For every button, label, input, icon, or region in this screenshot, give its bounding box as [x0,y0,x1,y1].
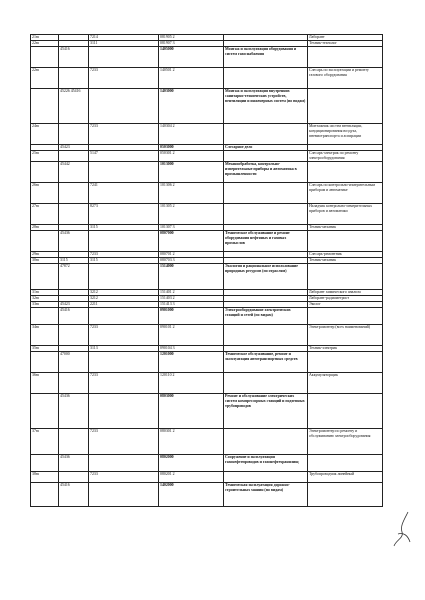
row-number-cell [31,47,59,68]
qualification-cell: Техник-механик [308,225,383,231]
okz-code-cell: 5147 [89,151,159,162]
specialty-code-cell: 080701 2 [159,252,224,258]
specialty-code-cell: 101307 3 [159,225,224,231]
qualification-cell: Монтажник систем вентиляции, кондиционирования воздуха, пневмотранспорта и аспирации [308,124,383,145]
row-number-cell: 38m [31,472,59,483]
table-row [31,394,383,429]
qualification-cell [308,264,383,290]
signature-mark [390,510,414,550]
specialty-name-cell [224,183,308,204]
okved-code-cell: 45416 [59,483,89,507]
specialty-name-cell: Техническое обслуживание, ремонт и эксплуатация автотранспортных средств [224,352,308,373]
specialty-name-cell: Слесарное дело [224,145,308,151]
okz-code-cell: 3212 [89,290,159,296]
row-number-cell: 27m [31,204,59,225]
specialty-code-cell: 1514000 [159,264,224,290]
row-number-cell: 33m [31,302,59,308]
specialty-name-cell: Техническое обслуживание и ремонт оборудования нефтяных и газовых промыслов [224,231,308,252]
okz-code-cell: 7233 [89,68,159,89]
row-number-cell: 31m [31,290,59,296]
okved-code-cell [59,472,89,483]
specialty-code-cell: 081905 2 [159,35,224,41]
specialty-name-cell: Экология и рациональное использование природных ресурсов (по отраслям) [224,264,308,290]
specialty-code-cell: 1405000 [159,47,224,68]
qualification-cell: Аккумуляторщик [308,373,383,394]
okz-code-cell: 7233 [89,373,159,394]
table-row [31,264,383,290]
qualification-cell: Техник-механик [308,258,383,264]
okz-code-cell [89,264,159,290]
okved-code-cell [59,151,89,162]
row-number-cell [31,455,59,472]
okved-code-cell: 3115 [59,258,89,264]
row-number-cell [31,308,59,325]
qualification-cell: Лаборант химического анализа [308,290,383,296]
specialty-code-cell: 151401 2 [159,290,224,296]
okz-code-cell [89,231,159,252]
specialty-code-cell: 1402000 [159,483,224,507]
specialty-name-cell: Техническая эксплуатация дорожно-строительных машин (по видам) [224,483,308,507]
qualification-cell: Электромонтер по ремонту и обслуживанию электрооборудования [308,429,383,455]
specialty-code-cell: 050301 2 [159,151,224,162]
okved-code-cell [59,124,89,145]
qualification-cell [308,231,383,252]
okz-code-cell [89,89,159,124]
okved-code-cell [59,429,89,455]
table-row [31,325,383,346]
specialty-name-cell [224,472,308,483]
qualification-cell [308,89,383,124]
specialty-name-cell: Электрооборудование электрических станций и сетей (по видам) [224,308,308,325]
table-row [31,183,383,204]
okved-code-cell [59,204,89,225]
okz-code-cell: 7214 [89,35,159,41]
okz-code-cell: 7233 [89,252,159,258]
specialty-code-cell: 081907 3 [159,41,224,47]
specialty-name-cell: Монтаж и эксплуатация оборудования и систем газоснабжения [224,47,308,68]
okved-code-cell [59,373,89,394]
qualification-cell [308,352,383,373]
specialty-name-cell [224,429,308,455]
row-number-cell [31,483,59,507]
row-number-cell: 22m [31,41,59,47]
specialty-name-cell [224,373,308,394]
qualification-cell: Техник-электрик [308,346,383,352]
row-number-cell: 24m [31,124,59,145]
qualification-cell: Лаборант-радиометрист [308,296,383,302]
specialty-name-cell: Монтаж и эксплуатация внутренних санитарно-технических устройств, вентиляции и инженерных систем (по видам) [224,89,308,124]
specialty-code-cell: 0807000 [159,231,224,252]
specialty-code-cell: 0901000 [159,308,224,325]
specialty-code-cell: 0802000 [159,455,224,472]
okved-code-cell: 45423 [59,145,89,151]
qualification-cell [308,47,383,68]
specialty-name-cell [224,325,308,346]
okz-code-cell: 7233 [89,124,159,145]
qualification-table [30,34,383,507]
specialty-code-cell: 101306 2 [159,183,224,204]
okz-code-cell: 7233 [89,472,159,483]
okz-code-cell: 3113 [89,346,159,352]
row-number-cell: 22m [31,68,59,89]
row-number-cell [31,394,59,429]
qualification-cell: Эколог [308,302,383,308]
table-row [31,47,383,68]
qualification-cell: Слесарь-ремонтник [308,252,383,258]
table-row [31,89,383,124]
row-number-cell: 21m [31,35,59,41]
table-row [31,373,383,394]
row-number-cell: 29m [31,252,59,258]
row-number-cell [31,352,59,373]
okz-code-cell: 7233 [89,325,159,346]
specialty-code-cell: 080301 2 [159,429,224,455]
row-number-cell: 37m [31,429,59,455]
okz-code-cell: 7233 [89,429,159,455]
okz-code-cell [89,308,159,325]
table-row [31,308,383,325]
okved-code-cell: 47872 [59,264,89,290]
okz-code-cell [89,352,159,373]
okved-code-cell: 45226 45416 [59,89,89,124]
specialty-code-cell: 151413 3 [159,302,224,308]
specialty-name-cell [224,124,308,145]
specialty-code-cell: 151403 2 [159,296,224,302]
qualification-cell: Слесарь-электрик по ремонту электрооборудования [308,151,383,162]
okved-code-cell: 45442 [59,162,89,183]
table-row [31,204,383,225]
okved-code-cell: 45436 [59,394,89,429]
specialty-name-cell: Механообработка, контрольно-измерительные приборы и автоматика в промышленности [224,162,308,183]
table-row [31,162,383,183]
table-row [31,68,383,89]
specialty-code-cell: 0503000 [159,145,224,151]
row-number-cell: 28m [31,225,59,231]
table-row [31,151,383,162]
okved-code-cell [59,183,89,204]
okz-code-cell [89,47,159,68]
okz-code-cell [89,394,159,429]
specialty-name-cell [224,204,308,225]
specialty-code-cell: 0803000 [159,394,224,429]
specialty-code-cell: 080703 3 [159,258,224,264]
qualification-cell [308,308,383,325]
specialty-code-cell: 1403000 [159,89,224,124]
table-row [31,472,383,483]
row-number-cell: 25m [31,151,59,162]
qualification-cell: Трубопроводчик линейный [308,472,383,483]
row-number-cell: 32m [31,296,59,302]
qualification-cell: Слесарь по эксплуатации и ремонту газового оборудования [308,68,383,89]
row-number-cell [31,231,59,252]
table-row [31,352,383,373]
row-number-cell [31,264,59,290]
okved-code-cell: 45436 [59,231,89,252]
specialty-code-cell: 101305 2 [159,204,224,225]
qualification-cell: Наладчик контрольно-измерительных приборов и автоматики [308,204,383,225]
okz-code-cell: 3115 [89,225,159,231]
qualification-cell [308,455,383,472]
specialty-code-cell: 080201 2 [159,472,224,483]
okved-code-cell [59,325,89,346]
okz-code-cell: 3212 [89,296,159,302]
okz-code-cell [89,162,159,183]
qualification-cell [308,394,383,429]
okved-code-cell: 45416 [59,47,89,68]
okz-code-cell: 8273 [89,204,159,225]
okved-code-cell [59,68,89,89]
specialty-name-cell [224,151,308,162]
specialty-code-cell: 090101 2 [159,325,224,346]
table-body [31,35,383,507]
qualification-cell: Электромонтер (всех наименований) [308,325,383,346]
row-number-cell [31,162,59,183]
specialty-code-cell: 090104 3 [159,346,224,352]
okved-code-cell: 47000 [59,352,89,373]
specialty-code-cell: 120110 2 [159,373,224,394]
row-number-cell [31,89,59,124]
qualification-cell [308,483,383,507]
row-number-cell: 35m [31,346,59,352]
qualification-cell: Лаборант [308,35,383,41]
row-number-cell: 26m [31,183,59,204]
okved-code-cell: 45436 [59,455,89,472]
table-row [31,455,383,472]
okz-code-cell [89,455,159,472]
okz-code-cell [89,483,159,507]
table-row [31,231,383,252]
row-number-cell: 30m [31,258,59,264]
table-row [31,429,383,455]
okz-code-cell: 7241 [89,183,159,204]
specialty-code-cell: 140304 2 [159,124,224,145]
qualification-cell: Техник-технолог [308,41,383,47]
okz-code-cell: 2211 [89,302,159,308]
specialty-code-cell: 1013000 [159,162,224,183]
okz-code-cell: 3115 [89,258,159,264]
row-number-cell: 34m [31,325,59,346]
specialty-name-cell: Ремонт и обслуживание электрических систем компрессорных станций и подземных трубопроводов [224,394,308,429]
row-number-cell: 36m [31,373,59,394]
table-row [31,483,383,507]
qualification-cell: Слесарь по контрольно-измерительным приборам и автоматике [308,183,383,204]
specialty-name-cell: Сооружение и эксплуатация газонефтепроводов и газонефтехранилищ [224,455,308,472]
okz-code-cell: 3111 [89,41,159,47]
table-row [31,124,383,145]
specialty-name-cell [224,68,308,89]
okved-code-cell: 45423 [59,302,89,308]
specialty-code-cell: 1201000 [159,352,224,373]
okved-code-cell: 45416 [59,308,89,325]
specialty-code-cell: 140501 2 [159,68,224,89]
qualification-cell [308,162,383,183]
